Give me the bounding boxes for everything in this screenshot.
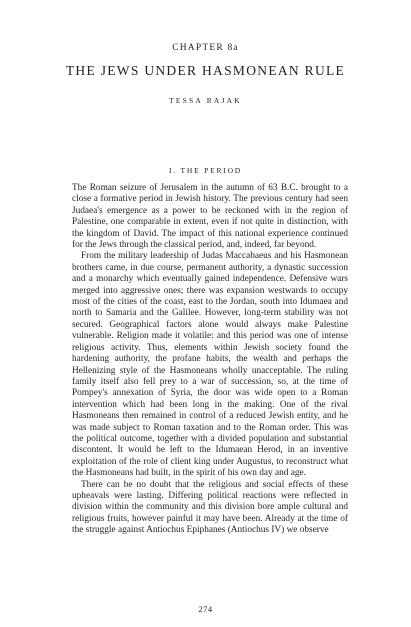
paragraph: There can be no doubt that the religious and social effects of these upheavals were lasting. Differing political reactions were reflected in division within the community and this division bore ample cultural and religious fruits, however painful it may have been. Already at the time of the struggle against Antiochus Epiphanes (Antiochus IV) we observe [72,479,348,536]
paragraph: From the military leadership of Judas Maccabaeus and his Hasmonean brothers came, in due course, permanent authority, a dynastic succession and a monarchy which eventually gained independence. Defensive wars merged into aggressive ones; there was expansion westwards to occupy most of the cities of the coast, east to the Jordan, south into Idumaea and north to Samaria and the Galilee. However, long-term stability was not secured. Geographical factors alone would always make Palestine vulnerable. Religion made it volatile: and this period was one of intense religious activity. Thus, elements within Jewish society found the hardening authority, the profane habits, the wealth and perhaps the Hellenizing style of the Hasmoneans wholly unacceptable. The ruling family itself also fell prey to a war of succession, so, at the time of Pompey's annexation of Syria, the door was wide open to a Roman intervention which had been long in the making. One of the rival Hasmoneans then remained in control of a reduced Jewish entity, and he was made subject to Roman taxation and to the Roman order. This was the political outcome, together with a divided population and substantial discontent. It would be left to the Idumaean Herod, in an inventive exploitation of the role of client king under Augustus, to reconstruct what the Hasmoneans had built, in the spirit of his own day and age. [72,251,348,479]
chapter-title: THE JEWS UNDER HASMONEAN RULE [65,63,346,78]
page-number: 274 [198,604,213,614]
chapter-label: CHAPTER 8a [172,43,239,53]
body-text [72,183,348,537]
paragraph: The Roman seizure of Jerusalem in the autumn of 63 B.C. brought to a close a formative period in Jewish history. The previous century had seen Judaea's emergence as a power to be reckoned with in the region of Palestine, one comparable in extent, even if not quite in distinction, with the kingdom of David. The impact of this national experience continued for the Jews through the classical period, and, indeed, far beyond. [72,183,348,251]
author-name: TESSA RAJAK [169,96,242,105]
section-heading: I. THE PERIOD [168,166,243,175]
